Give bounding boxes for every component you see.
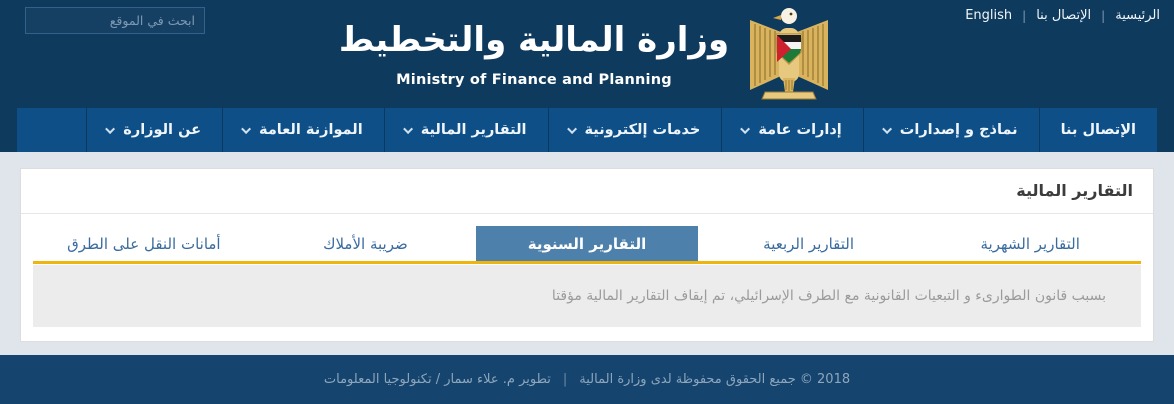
nav-item-label: خدمات إلكترونية	[584, 122, 701, 138]
top-link-contact[interactable]: الإتصال بنا	[1036, 8, 1092, 23]
footer-copyright: 2018 © جميع الحقوق محفوظة لدى وزارة المالية	[579, 372, 851, 387]
tab-monthly-reports[interactable]: التقارير الشهرية	[980, 235, 1080, 253]
site-footer	[0, 355, 1174, 404]
notice-box	[33, 265, 1141, 327]
site-header	[0, 0, 1174, 108]
tab-road-transport-deposits[interactable]: أمانات النقل على الطرق	[67, 235, 221, 253]
reports-card-body	[21, 214, 1153, 341]
nav-item-about-ministry[interactable]	[86, 108, 222, 152]
tab-quarterly-reports[interactable]: التقارير الربعية	[763, 235, 855, 253]
nav-item-label: التقارير المالية	[420, 122, 527, 138]
nav-item-general-departments[interactable]	[721, 108, 862, 152]
nav-item-contact-us[interactable]	[1039, 108, 1157, 152]
nav-item-label: إدارات عامة	[758, 122, 842, 138]
nav-item-label: نماذج و إصدارات	[899, 122, 1018, 138]
footer-credit: تطوير م. علاء سمار / تكنولوجيا المعلومات	[323, 372, 551, 387]
tab-property-tax[interactable]: ضريبة الأملاك	[323, 235, 408, 253]
page-title: التقارير المالية	[21, 169, 1153, 214]
footer-separator: |	[562, 372, 568, 387]
nav-item-financial-reports[interactable]	[384, 108, 548, 152]
nav-item-general-budget[interactable]	[222, 108, 384, 152]
nav-item-label: الموازنة العامة	[259, 122, 363, 138]
logo-arabic-calligraphy: وزارة المالية والتخطيط	[338, 20, 730, 60]
nav-item-label: الإتصال بنا	[1060, 122, 1136, 138]
reports-card	[20, 168, 1154, 342]
main-navigation-bar	[17, 108, 1157, 152]
accent-underline	[33, 261, 1141, 264]
link-separator: |	[1101, 8, 1106, 23]
main-navigation	[0, 108, 1174, 152]
main-content	[0, 152, 1174, 355]
nav-item-label: عن الوزارة	[123, 122, 202, 138]
notice-message: بسبب قانون الطوارىء و التبعيات القانونية مع الطرف الإسرائيلي، تم إيقاف التقارير المالية مؤقتا	[551, 288, 1106, 304]
chevron-down-icon	[882, 124, 892, 134]
chevron-down-icon	[241, 124, 251, 134]
palestine-eagle-emblem-icon	[743, 4, 835, 102]
utility-links	[965, 8, 1160, 23]
nav-item-electronic-services[interactable]	[548, 108, 722, 152]
chevron-down-icon	[403, 124, 413, 134]
top-link-home[interactable]: الرئيسية	[1115, 8, 1160, 23]
report-tabs	[33, 226, 1141, 261]
tab-annual-reports[interactable]: التقارير السنوية	[476, 226, 698, 261]
chevron-down-icon	[740, 124, 750, 134]
link-separator: |	[1022, 8, 1027, 23]
nav-item-forms-publications[interactable]	[863, 108, 1039, 152]
top-link-english[interactable]: English	[965, 8, 1013, 23]
logo-english-name: Ministry of Finance and Planning	[396, 72, 672, 88]
chevron-down-icon	[105, 124, 115, 134]
chevron-down-icon	[567, 124, 577, 134]
logo-text	[339, 4, 729, 88]
